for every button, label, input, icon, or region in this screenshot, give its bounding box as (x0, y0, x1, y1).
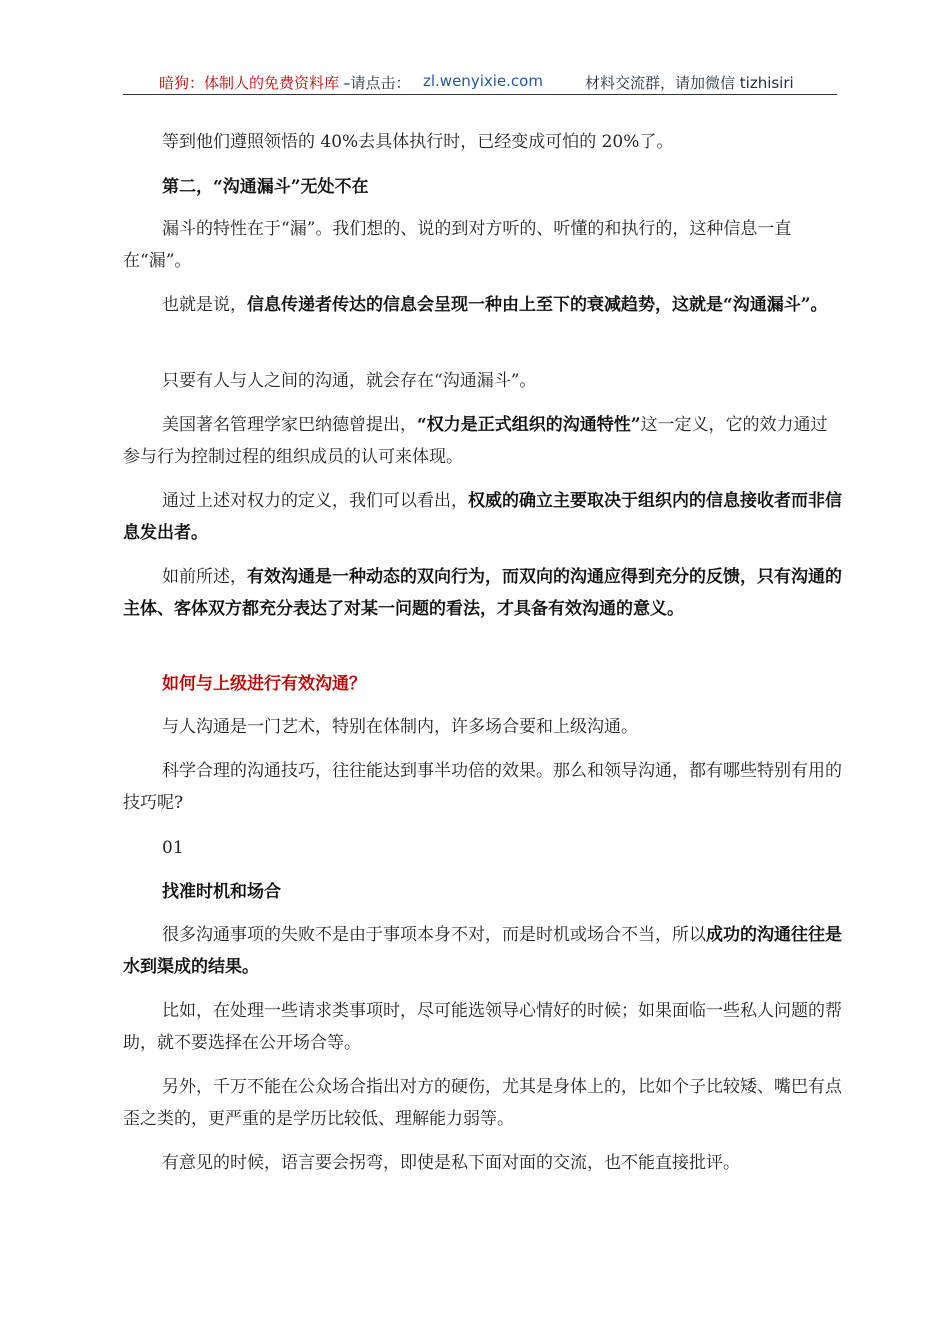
emphasis-text: 权威的确立主要取决于组织内的信息接收者而非信息发出者。 (123, 491, 842, 543)
emphasis-text: 成功的沟通往往是水到渠成的结果。 (123, 925, 842, 977)
paragraph: 只要有人与人之间的沟通，就会存在“沟通漏斗”。 (162, 371, 537, 391)
header-link[interactable]: zl.wenyixie.com (423, 72, 543, 90)
header-prompt: –请点击： (343, 74, 411, 92)
header-contact: 材料交流群，请加微信 tizhisiri (585, 74, 794, 92)
paragraph-text: 这一定义，它的效力通过参与行为控制过程的组织成员的认可来体现。 (123, 415, 828, 467)
paragraph (123, 561, 843, 625)
paragraph: 漏斗的特性在于“漏”。我们想的、说的到对方听的、听懂的和执行的，这种信息一直在“漏”。 (123, 219, 792, 271)
emphasis-text: 有效沟通是一种动态的双向行为，而双向的沟通应得到充分的反馈，只有沟通的主体、客体双方都充分表达了对某一问题的看法，才具备有效沟通的意义。 (123, 567, 842, 619)
paragraph-text: 美国著名管理学家巴纳德曾提出， (162, 415, 417, 435)
section-heading-red: 如何与上级进行有效沟通？ (162, 674, 366, 694)
paragraph-text: 也就是说， (162, 295, 247, 315)
page-header (123, 66, 837, 95)
paragraph: 有意见的时候，语言要会拐弯，即使是私下面对面的交流，也不能直接批评。 (162, 1153, 740, 1173)
paragraph (123, 919, 843, 983)
section-heading: 第二，“沟通漏斗”无处不在 (162, 177, 369, 197)
subsection-heading: 找准时机和场合 (162, 882, 281, 902)
paragraph (123, 289, 843, 321)
section-number: 01 (162, 838, 184, 858)
paragraph: 另外，千万不能在公众场合指出对方的硬伤，尤其是身体上的，比如个子比较矮、嘴巴有点歪之类的，更严重的是学历比较低、理解能力弱等。 (123, 1077, 842, 1129)
paragraph: 科学合理的沟通技巧，往往能达到事半功倍的效果。那么和领导沟通，都有哪些特别有用的技巧呢? (123, 761, 842, 813)
paragraph-text: 通过上述对权力的定义，我们可以看出， (162, 491, 468, 511)
paragraph-text: 如前所述， (162, 567, 247, 587)
header-brand: 暗狗：体制人的免费资料库 (159, 74, 340, 92)
paragraph: 与人沟通是一门艺术，特别在体制内，许多场合要和上级沟通。 (162, 717, 638, 737)
paragraph (123, 485, 843, 549)
emphasis-text: 信息传递者传达的信息会呈现一种由上至下的衰减趋势，这就是“沟通漏斗”。 (247, 295, 828, 315)
paragraph (123, 409, 843, 473)
paragraph-text: 很多沟通事项的失败不是由于事项本身不对，而是时机或场合不当，所以 (162, 925, 706, 945)
paragraph: 比如，在处理一些请求类事项时，尽可能选领导心情好的时候；如果面临一些私人问题的帮助，就不要选择在公开场合等。 (123, 1001, 842, 1053)
emphasis-text: “权力是正式组织的沟通特性” (417, 415, 641, 435)
paragraph: 等到他们遵照领悟的 40%去具体执行时，已经变成可怕的 20%了。 (162, 132, 674, 152)
